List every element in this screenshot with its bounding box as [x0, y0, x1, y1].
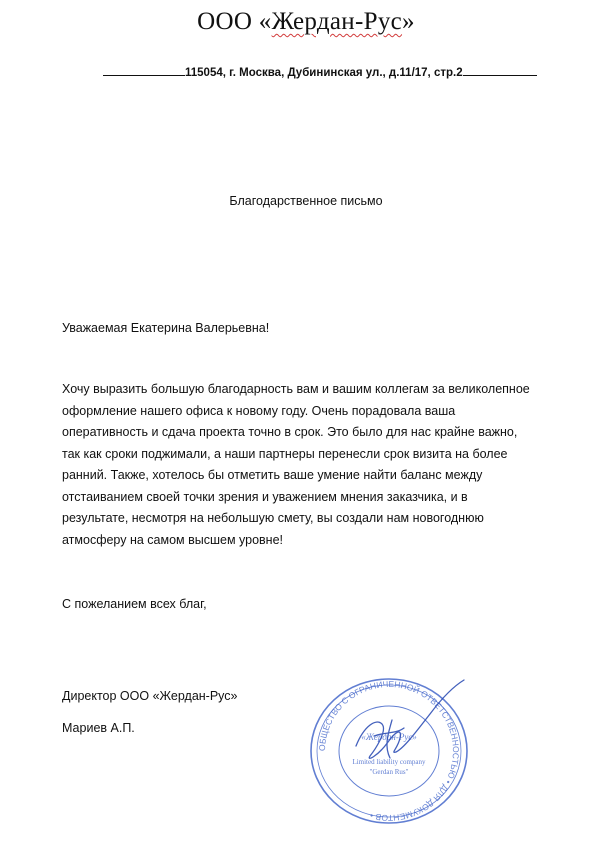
letter-body	[62, 379, 582, 551]
company-title-suffix: »	[402, 8, 415, 35]
body-line: ранний. Также, хотелось бы отметить ваше умение найти баланс между	[62, 468, 483, 482]
body-line: так как сроки поджимали, а наши партнеры перенесли срок визита на более	[62, 446, 508, 461]
company-title-prefix: ООО «	[197, 8, 272, 35]
body-line: оперативность и сдача проекта точно в срок. Это было для нас крайне важно,	[62, 425, 518, 439]
stamp-outer-ring	[311, 679, 467, 823]
stamp-center-name: «Жердан-Рус»	[361, 732, 417, 742]
body-line: оформление нашего офиса к новому году. Очень порадовала ваша	[62, 403, 456, 418]
signature-name: Мариев А.П.	[62, 721, 135, 735]
address-right-rule	[463, 64, 537, 76]
company-title	[0, 8, 612, 36]
stamp-center-en-1: Limited liability company	[352, 758, 426, 766]
signature-position: Директор ООО «Жердан-Рус»	[62, 689, 238, 703]
body-line: Хочу выразить большую благодарность вам и вашим коллегам за великолепное	[62, 382, 530, 396]
stamp-center-en-2: "Gerdan Rus"	[369, 768, 409, 776]
company-address: 115054, г. Москва, Дубининская ул., д.11/17, стр.2	[185, 67, 463, 79]
body-line: атмосферу на самом высшем уровне!	[62, 532, 284, 547]
company-stamp	[304, 676, 474, 826]
letter-title: Благодарственное письмо	[229, 194, 383, 208]
company-address-line	[103, 64, 545, 79]
stamp-ring-text: ОБЩЕСТВО С ОГРАНИЧЕННОЙ ОТВЕТСТВЕННОСТЬЮ • ДЛЯ ДОКУМЕНТОВ •	[316, 678, 462, 824]
company-title-name: Жердан-Рус	[271, 8, 403, 35]
body-line: результате, несмотря на небольшую смету, вы создали нам новогоднюю	[62, 511, 484, 525]
body-line: отстаиванием своей точки зрения и уважением мнения заказчика, и в	[62, 489, 468, 504]
stamp-inner-ring	[339, 706, 439, 796]
address-left-rule	[103, 64, 185, 76]
letter-greeting: Уважаемая Екатерина Валерьевна!	[62, 321, 270, 335]
letter-closing: С пожеланием всех благ,	[62, 597, 207, 611]
